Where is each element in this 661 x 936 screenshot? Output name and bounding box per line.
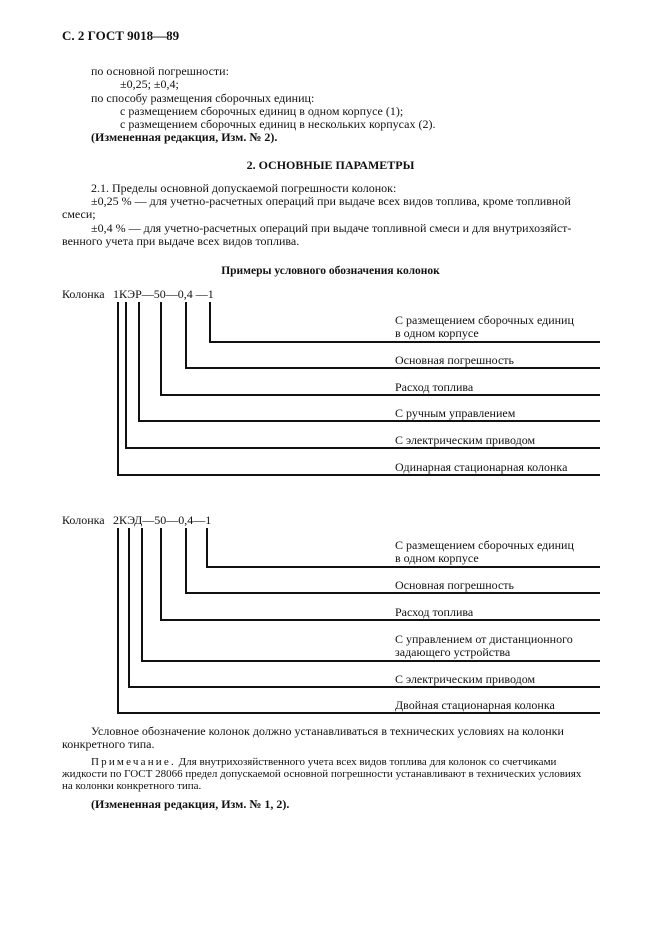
diagram1-rule [185, 367, 600, 369]
section-p2-line1: ±0,25 % — для учетно-расчетных операций при выдаче всех видов топлива, кроме топливной [91, 194, 571, 208]
diagram1-label: в одном корпусе [395, 326, 479, 340]
section-p2-line2: смеси; [62, 207, 96, 221]
diagram2-label: С электрическим приводом [395, 672, 536, 686]
examples-title: Примеры условного обозначения колонок [221, 265, 440, 277]
diagram1-leader [209, 302, 211, 342]
diagram2-label: задающего устройства [395, 645, 511, 659]
section-title: 2. ОСНОВНЫЕ ПАРАМЕТРЫ [246, 158, 415, 172]
diagram2-leader [141, 528, 143, 661]
closing-edition: (Измененная редакция, Изм. № 1, 2). [91, 797, 290, 811]
note-line1 [91, 756, 556, 769]
note-line3: на колонки конкретного типа. [62, 780, 202, 792]
note-text: Для внутрихозяйственного учета всех видов топлива для колонок со счетчиками [178, 756, 557, 768]
diagram2-leader [160, 528, 162, 620]
diagram2-label: Расход топлива [395, 605, 474, 619]
diagram1-label: С размещением сборочных единиц [395, 313, 574, 327]
diagram2-leader [117, 528, 119, 713]
page-header: С. 2 ГОСТ 9018—89 [62, 28, 180, 43]
diagram1-rule [138, 420, 600, 422]
note-line2: жидкости по ГОСТ 28066 предел допускаемой основной погрешности устанавливают в технических условиях [62, 768, 582, 780]
diagram2-leader [185, 528, 187, 593]
diagram1-code: 1КЭР—50—0,4 —1 [113, 287, 214, 301]
diagram1-rule [160, 394, 600, 396]
diagram2-rule [141, 660, 600, 662]
note-label: Примечание. [91, 756, 176, 768]
diagram1-rule [117, 474, 600, 476]
intro-accuracy-label: по основной погрешности: [91, 64, 229, 78]
diagram2-rule [206, 566, 600, 568]
section-p3-line1: ±0,4 % — для учетно-расчетных операций при выдаче топливной смеси и для внутрихозяйст- [91, 221, 572, 235]
intro-accuracy-values: ±0,25; ±0,4; [120, 77, 179, 91]
diagram2-label: С размещением сборочных единиц [395, 538, 574, 552]
diagram2-code: 2КЭД—50—0,4—1 [113, 513, 212, 527]
diagram2-leader [128, 528, 130, 687]
diagram1-rule [125, 447, 600, 449]
diagram1-label: С ручным управлением [395, 406, 516, 420]
diagram1-rule [209, 341, 600, 343]
diagram1-leader [138, 302, 140, 421]
diagram1-prefix: Колонка [62, 287, 105, 301]
diagram1-leader [185, 302, 187, 368]
diagram1-leader [117, 302, 119, 475]
intro-placement-many: с размещением сборочных единиц в нескольких корпусах (2). [120, 117, 436, 131]
diagram2-label: С управлением от дистанционного [395, 632, 573, 646]
intro-placement-label: по способу размещения сборочных единиц: [91, 91, 315, 105]
intro-edition: (Измененная редакция, Изм. № 2). [91, 130, 278, 144]
section-p1: 2.1. Пределы основной допускаемой погрешности колонок: [91, 181, 397, 195]
section-p3-line2: венного учета при выдаче всех видов топлива. [62, 234, 300, 248]
diagram2-rule [128, 686, 600, 688]
closing-line1: Условное обозначение колонок должно устанавливаться в технических условиях на колонки [91, 724, 564, 738]
diagram1-leader [160, 302, 162, 395]
diagram1-label: Основная погрешность [395, 353, 515, 367]
diagram2-rule [185, 592, 600, 594]
diagram2-label: в одном корпусе [395, 551, 479, 565]
closing-line2: конкретного типа. [62, 737, 155, 751]
diagram1-leader [125, 302, 127, 448]
diagram1-label: С электрическим приводом [395, 433, 536, 447]
diagram1-label: Расход топлива [395, 380, 474, 394]
diagram2-label: Двойная стационарная колонка [395, 698, 555, 712]
diagram2-label: Основная погрешность [395, 578, 515, 592]
diagram2-prefix: Колонка [62, 513, 105, 527]
diagram1-label: Одинарная стационарная колонка [395, 460, 568, 474]
diagram2-rule [117, 712, 600, 714]
diagram2-leader [206, 528, 208, 567]
intro-placement-one: с размещением сборочных единиц в одном корпусе (1); [120, 104, 404, 118]
diagram2-rule [160, 619, 600, 621]
